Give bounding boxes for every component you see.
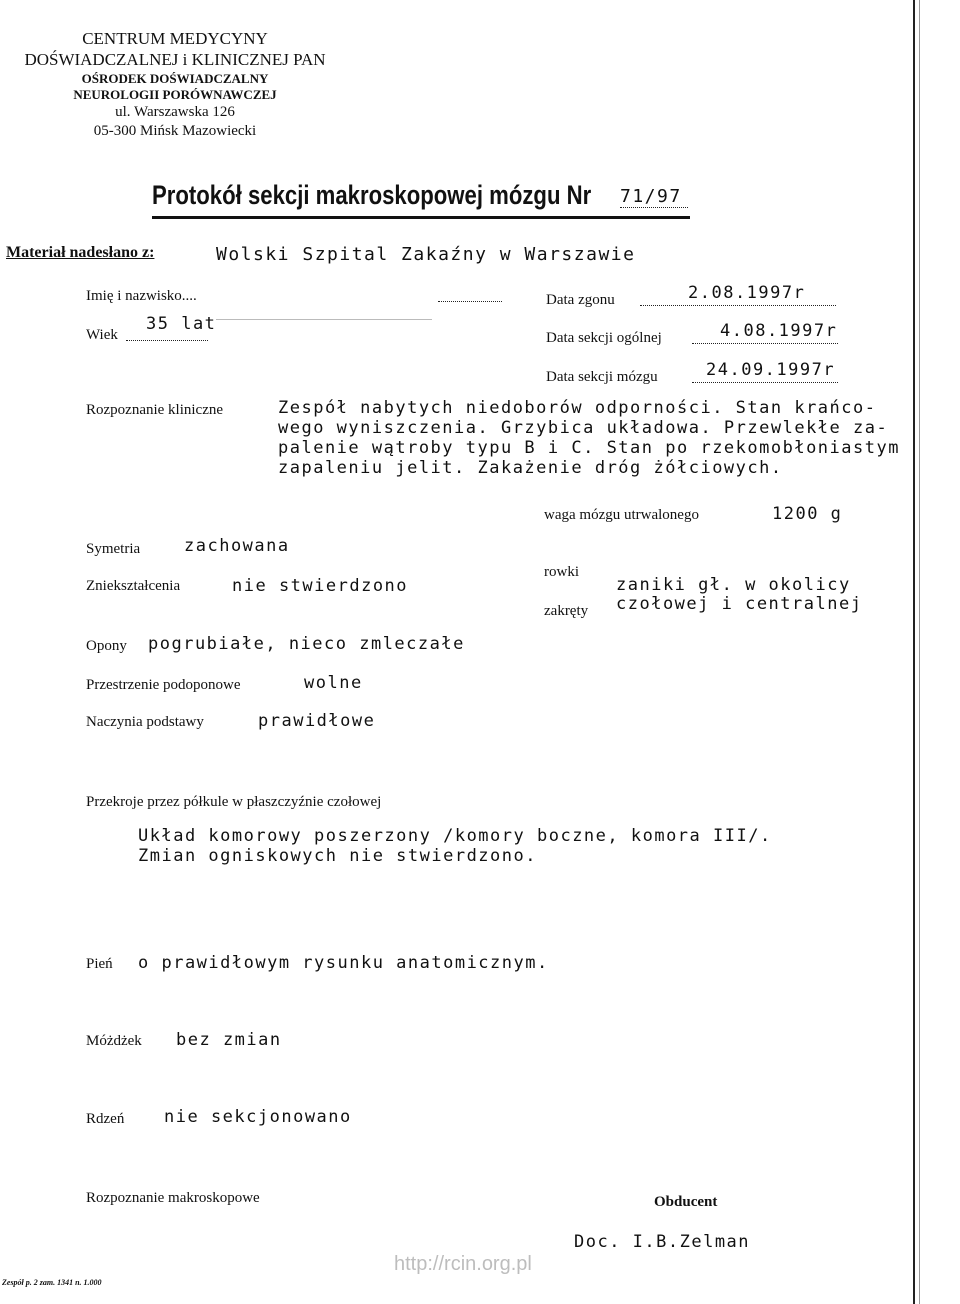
sections-text [138, 826, 772, 866]
obducent-label: Obducent [654, 1194, 718, 1210]
material-value: Wolski Szpital Zakaźny w Warszawie [216, 244, 636, 265]
institution-header [0, 28, 350, 141]
institution-address-street: ul. Warszawska 126 [115, 104, 235, 120]
institution-line-1: CENTRUM MEDYCYNY [82, 29, 268, 48]
clinical-diagnosis-text [278, 398, 918, 478]
general-autopsy-date-dots [692, 342, 838, 344]
institution-line-2: DOŚWIADCZALNEJ i KLINICZNEJ PAN [24, 50, 326, 70]
name-label: Imię i nazwisko.... [86, 288, 197, 304]
clinical-diagnosis-line: palenie wątroby typu B i C. Stan po rzekomobłoniastym [278, 438, 900, 458]
brain-autopsy-date-value: 24.09.1997r [706, 360, 836, 380]
sulci-label: rowki [544, 564, 579, 580]
clinical-diagnosis-label: Rozpoznanie kliniczne [86, 402, 224, 418]
material-label: Materiał nadesłano z: [6, 244, 155, 261]
institution-line-3: OŚRODEK DOŚWIADCZALNY [81, 70, 269, 86]
basal-vessels-label: Naczynia podstawy [86, 714, 204, 730]
watermark: http://rcin.org.pl [394, 1253, 532, 1275]
title-underline [152, 216, 690, 219]
right-edge-line [913, 0, 915, 1304]
obducent-name: Doc. I.B.Zelman [574, 1232, 751, 1252]
meninges-value: pogrubiałe, nieco zmleczałe [148, 634, 465, 654]
age-value: 35 lat [146, 314, 217, 334]
symmetry-value: zachowana [184, 536, 290, 556]
brainstem-label: Pień [86, 956, 113, 972]
death-date-dots [640, 304, 836, 306]
spinal-cord-label: Rdzeń [86, 1111, 125, 1127]
clinical-diagnosis-line: Zespół nabytych niedoborów odporności. Stan krańco- [278, 398, 877, 418]
subdural-space-label: Przestrzenie podoponowe [86, 677, 241, 693]
death-date-value: 2.08.1997r [688, 283, 806, 303]
age-label: Wiek [86, 327, 118, 343]
macroscopic-diagnosis-label: Rozpoznanie makroskopowe [86, 1190, 260, 1206]
deformities-value: nie stwierdzono [232, 576, 409, 596]
brain-autopsy-date-label: Data sekcji mózgu [546, 369, 658, 385]
gyri-label: zakręty [544, 603, 589, 619]
cerebellum-label: Móżdżek [86, 1033, 142, 1049]
brain-weight-value: 1200 g [772, 504, 843, 524]
brain-autopsy-date-dots [692, 381, 838, 383]
institution-address-city: 05-300 Mińsk Mazowiecki [93, 122, 257, 139]
sections-line-2: Zmian ogniskowych nie stwierdzono. [138, 846, 537, 866]
cerebellum-value: bez zmian [176, 1030, 282, 1050]
subdural-space-value: wolne [304, 673, 363, 693]
sulci-gyri-value-line1: zaniki gł. w okolicy [616, 575, 851, 595]
protocol-number: 71/97 [620, 186, 688, 208]
age-field-dots [126, 339, 208, 341]
spinal-cord-value: nie sekcjonowano [164, 1107, 352, 1127]
sections-label: Przekroje przez półkule w płaszczyźnie czołowej [86, 794, 382, 810]
document-title: Protokół sekcji makroskopowej mózgu Nr [152, 180, 592, 210]
symmetry-label: Symetria [86, 541, 141, 557]
faint-rule [216, 319, 432, 320]
meninges-label: Opony [86, 638, 127, 654]
name-field-dots [438, 300, 502, 302]
clinical-diagnosis-line: wego wyniszczenia. Grzybica układowa. Przewlekłe za- [278, 418, 889, 438]
general-autopsy-date-value: 4.08.1997r [720, 321, 838, 341]
basal-vessels-value: prawidłowe [258, 711, 376, 731]
right-edge-line-thin [919, 0, 920, 1304]
sections-line-1: Układ komorowy poszerzony /komory boczne, komora III/. [138, 826, 772, 846]
deformities-label: Zniekształcenia [86, 578, 181, 594]
clinical-diagnosis-line: zapaleniu jelit. Zakażenie dróg żółciowych. [278, 458, 783, 478]
general-autopsy-date-label: Data sekcji ogólnej [546, 330, 662, 346]
institution-line-4: NEUROLOGII PORÓWNAWCZEJ [73, 86, 277, 102]
sulci-gyri-value-line2: czołowej i centralnej [616, 594, 863, 614]
death-date-label: Data zgonu [546, 292, 615, 308]
brain-weight-label: waga mózgu utrwalonego [544, 507, 699, 523]
brainstem-value: o prawidłowym rysunku anatomicznym. [138, 953, 549, 973]
print-note: Zespół p. 2 zam. 1341 n. 1.000 [2, 1278, 102, 1287]
